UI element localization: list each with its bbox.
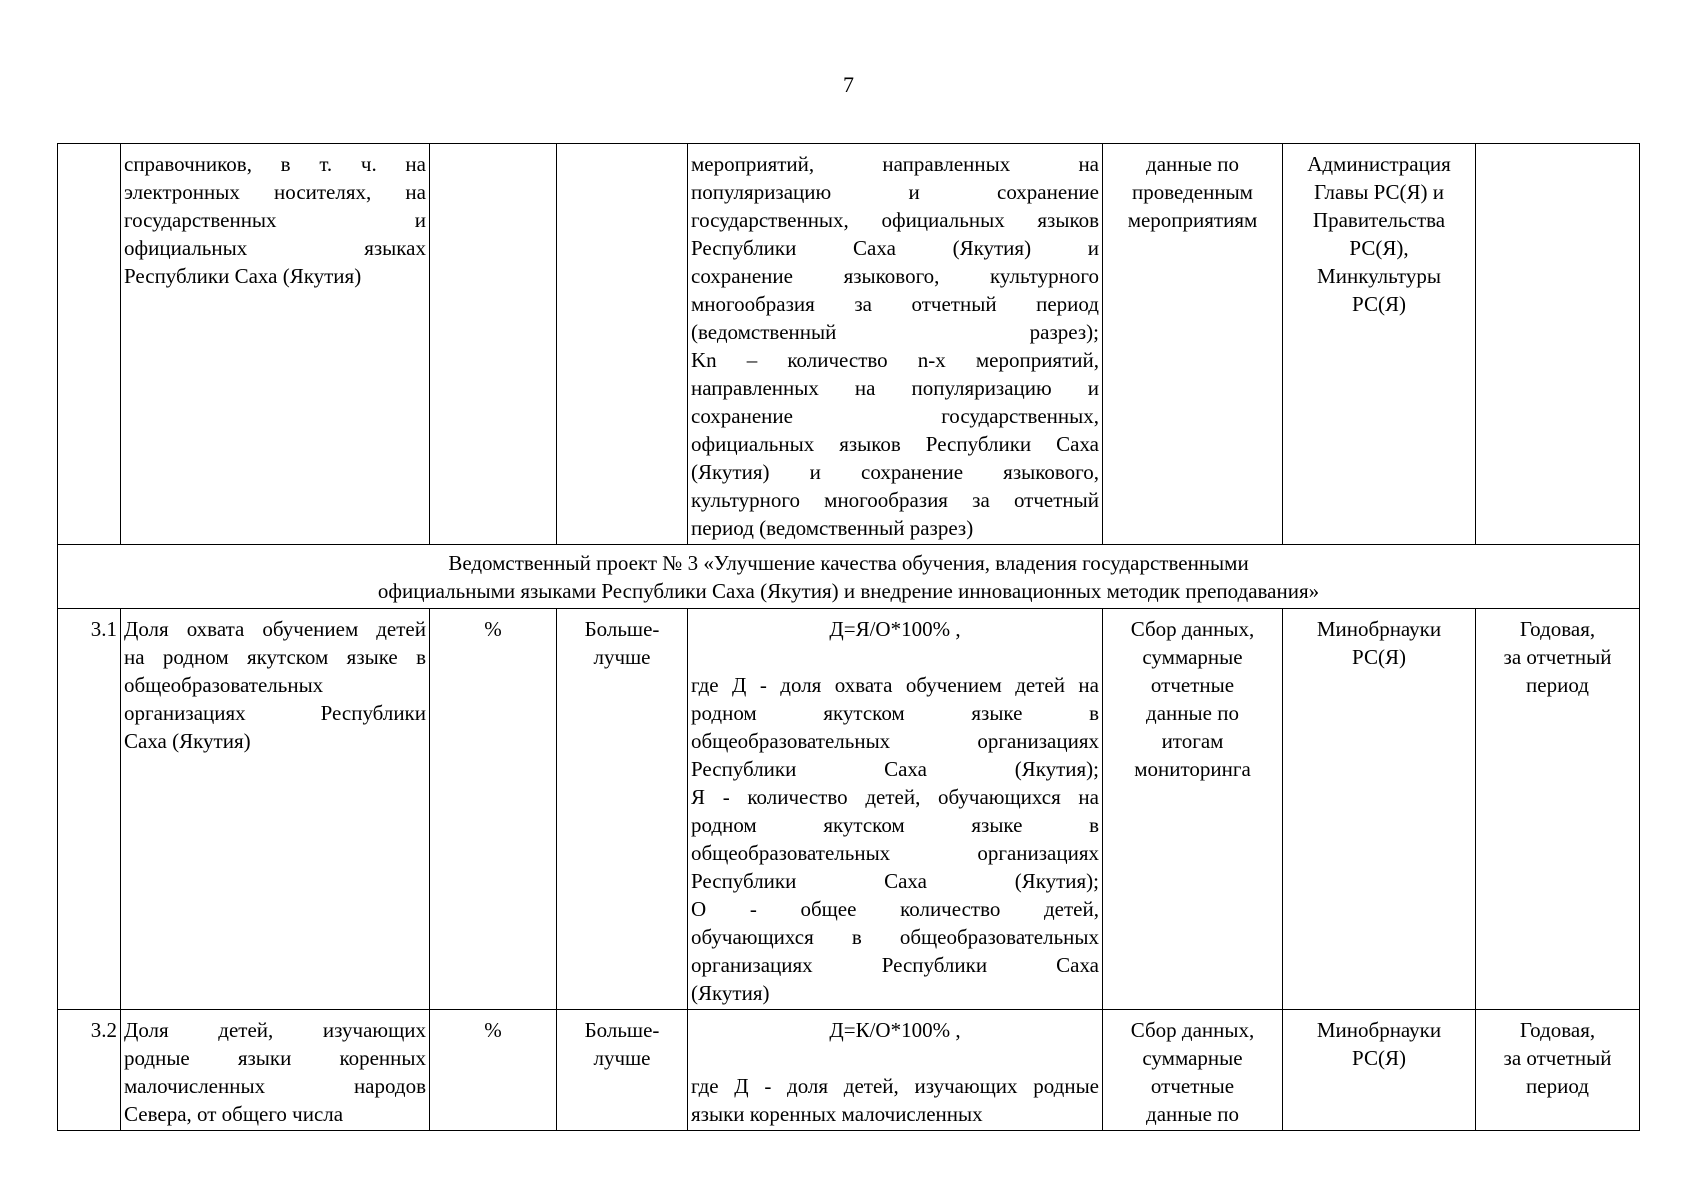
text-line: Республики Саха (Якутия); — [691, 757, 1099, 781]
text-line: организациях Республики Саха — [691, 953, 1099, 977]
text-line: (Якутия) — [691, 981, 770, 1005]
text-line: государственных, официальных языков — [691, 208, 1099, 232]
text-line: период — [1526, 673, 1589, 697]
text-line: родные языки коренных — [124, 1046, 426, 1070]
period-cell — [1476, 609, 1640, 1010]
text-line: Доля детей, изучающих — [124, 1018, 426, 1042]
text-line: РС(Я) — [1352, 1046, 1406, 1070]
text-line: Годовая, — [1519, 1018, 1596, 1042]
indicator-name — [121, 1010, 430, 1131]
text-line: РС(Я), — [1349, 236, 1409, 260]
period-cell — [1476, 144, 1640, 545]
text-line: период — [1526, 1074, 1589, 1098]
text-line: популяризацию и сохранение — [691, 180, 1099, 204]
text-line: на родном якутском языке в — [124, 645, 426, 669]
text-line: О - общее количество детей, — [691, 897, 1099, 921]
section-header-row — [58, 545, 1640, 609]
text-line: лучше — [593, 645, 651, 669]
indicator-name — [121, 144, 430, 545]
method-cell — [688, 144, 1103, 545]
text-line: Годовая, — [1519, 617, 1596, 641]
direction-cell — [557, 609, 688, 1010]
text-line: мониторинга — [1134, 757, 1251, 781]
row-number: 3.2 — [58, 1010, 121, 1131]
row-number — [58, 144, 121, 545]
text-line: Севера, от общего числа — [124, 1102, 344, 1126]
text-line: за отчетный — [1503, 1046, 1612, 1070]
text-line: сохранение языкового, культурного — [691, 264, 1099, 288]
text-line: где Д - доля охвата обучением детей на — [691, 673, 1099, 697]
source-cell — [1103, 609, 1283, 1010]
text-line: обучающихся в общеобразовательных — [691, 925, 1099, 949]
text-line: суммарные — [1142, 645, 1243, 669]
text-line: сохранение государственных, — [691, 404, 1099, 428]
text-line: данные по — [1146, 1102, 1239, 1126]
text-line: общеобразовательных организациях — [691, 729, 1099, 753]
text-line: данные по — [1146, 152, 1239, 176]
text-line: Главы РС(Я) и — [1313, 180, 1445, 204]
table-row — [58, 144, 1640, 545]
text-line: Сбор данных, — [1130, 617, 1255, 641]
text-line: Республики Саха (Якутия) и — [691, 236, 1099, 260]
direction-cell — [557, 144, 688, 545]
indicators-table — [57, 143, 1640, 1131]
text-line: РС(Я) — [1352, 292, 1406, 316]
source-cell — [1103, 1010, 1283, 1131]
text-line: справочников, в т. ч. на — [124, 152, 426, 176]
source-cell — [1103, 144, 1283, 545]
text-line: родном якутском языке в — [691, 701, 1099, 725]
text-line: Больше- — [584, 617, 660, 641]
table-row — [58, 609, 1640, 1010]
text-line: Администрация — [1307, 152, 1451, 176]
unit-cell: % — [430, 1010, 557, 1131]
formula: Д=К/О*100% , — [829, 1018, 961, 1042]
responsible-cell — [1283, 144, 1476, 545]
text-line: Республики Саха (Якутия); — [691, 869, 1099, 893]
text-line: Республики Саха (Якутия) — [124, 264, 362, 288]
text-line: Больше- — [584, 1018, 660, 1042]
direction-cell — [557, 1010, 688, 1131]
method-cell — [688, 609, 1103, 1010]
text-line: за отчетный — [1503, 645, 1612, 669]
text-line: официальных языках — [124, 236, 426, 260]
text-line: Минобрнауки — [1316, 1018, 1442, 1042]
text-line: мероприятиям — [1127, 208, 1258, 232]
indicator-name — [121, 609, 430, 1010]
text-line: проведенным — [1132, 180, 1253, 204]
text-line: малочисленных народов — [124, 1074, 426, 1098]
text-line: (Якутия) и сохранение языкового, — [691, 460, 1099, 484]
unit-cell: % — [430, 609, 557, 1010]
spacer — [691, 1044, 1099, 1072]
text-line: отчетные — [1150, 673, 1235, 697]
text-line: где Д - доля детей, изучающих родные — [691, 1074, 1099, 1098]
formula: Д=Я/О*100% , — [829, 617, 961, 641]
text-line: Саха (Якутия) — [124, 729, 251, 753]
unit-cell — [430, 144, 557, 545]
text-line: электронных носителях, на — [124, 180, 426, 204]
text-line: (ведомственный разрез); — [691, 320, 1099, 344]
section-header — [58, 545, 1640, 609]
text-line: итогам — [1161, 729, 1224, 753]
responsible-cell — [1283, 1010, 1476, 1131]
responsible-cell — [1283, 609, 1476, 1010]
text-line: данные по — [1146, 701, 1239, 725]
table-row — [58, 1010, 1640, 1131]
text-line: культурного многообразия за отчетный — [691, 488, 1099, 512]
period-cell — [1476, 1010, 1640, 1131]
text-line: отчетные — [1150, 1074, 1235, 1098]
text-line: РС(Я) — [1352, 645, 1406, 669]
text-line: суммарные — [1142, 1046, 1243, 1070]
text-line: общеобразовательных — [124, 673, 324, 697]
text-line: Сбор данных, — [1130, 1018, 1255, 1042]
text-line: официальных языков Республики Саха — [691, 432, 1099, 456]
text-line: лучше — [593, 1046, 651, 1070]
text-line: Я - количество детей, обучающихся на — [691, 785, 1099, 809]
text-line: Минкультуры — [1317, 264, 1441, 288]
text-line: период (ведомственный разрез) — [691, 516, 974, 540]
page-number: 7 — [843, 72, 854, 97]
text-line: общеобразовательных организациях — [691, 841, 1099, 865]
text-line: Минобрнауки — [1316, 617, 1442, 641]
section-title-line-1: Ведомственный проект № 3 «Улучшение качества обучения, владения государственными — [448, 551, 1249, 575]
text-line: Доля охвата обучением детей — [124, 617, 426, 641]
text-line: родном якутском языке в — [691, 813, 1099, 837]
text-line: Kn – количество n-x мероприятий, — [691, 348, 1099, 372]
text-line: государственных и — [124, 208, 426, 232]
text-line: мероприятий, направленных на — [691, 152, 1099, 176]
text-line: организациях Республики — [124, 701, 426, 725]
text-line: Правительства — [1312, 208, 1446, 232]
method-cell — [688, 1010, 1103, 1131]
section-title-line-2: официальными языками Республики Саха (Якутия) и внедрение инновационных методик преподавания» — [377, 579, 1320, 603]
text-line: многообразия за отчетный период — [691, 292, 1099, 316]
spacer — [691, 643, 1099, 671]
text-line: языки коренных малочисленных — [691, 1102, 983, 1126]
text-line: направленных на популяризацию и — [691, 376, 1099, 400]
row-number: 3.1 — [58, 609, 121, 1010]
